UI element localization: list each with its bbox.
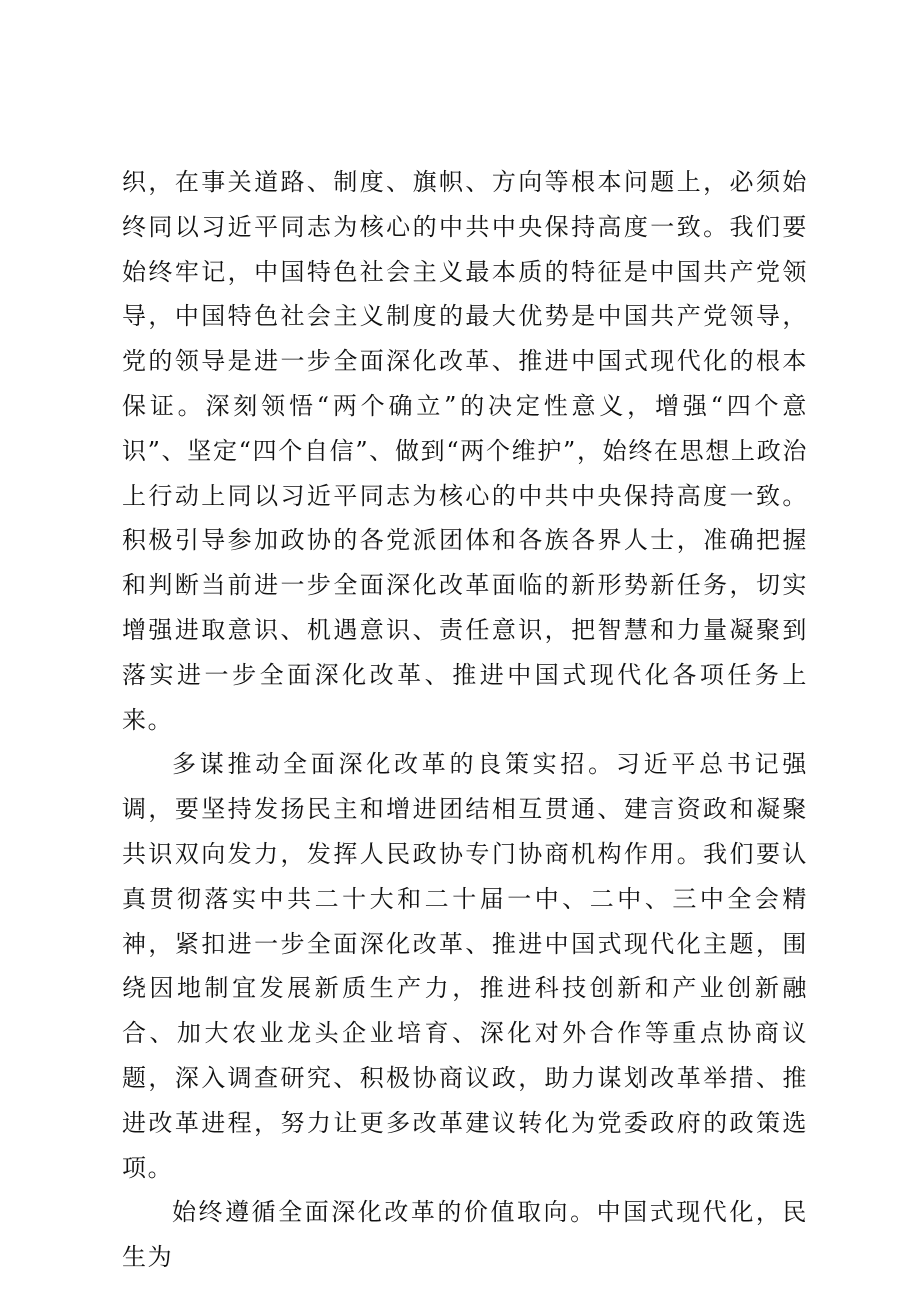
document-body	[122, 160, 808, 1280]
paragraph-value-orientation: 始终遵循全面深化改革的价值取向。中国式现代化，民生为	[122, 1198, 808, 1272]
paragraph-reform-suggestions: 多谋推动全面深化改革的良策实招。习近平总书记强调，要坚持发扬民主和增进团结相互贯通、建言资政和凝聚共识双向发力，发挥人民政协专门协商机构作用。我们要认真贯彻落实中共二十大和二十届一中、二中、三中全会精神，紧扣进一步全面深化改革、推进中国式现代化主题，围绕因地制宜发展新质生产力，推进科技创新和产业创新融合、加大农业龙头企业培育、深化对外合作等重点协商议题，深入调查研究、积极协商议政，助力谋划改革举措、推进改革进程，努力让更多改革建议转化为党委政府的政策选项。	[122, 750, 808, 1182]
paragraph-continued: 织，在事关道路、制度、旗帜、方向等根本问题上，必须始终同以习近平同志为核心的中共中央保持高度一致。我们要始终牢记，中国特色社会主义最本质的特征是中国共产党领导，中国特色社会主义制度的最大优势是中国共产党领导，党的领导是进一步全面深化改革、推进中国式现代化的根本保证。深刻领悟“两个确立”的决定性意义，增强“四个意识”、坚定“四个自信”、做到“两个维护”，始终在思想上政治上行动上同以习近平同志为核心的中共中央保持高度一致。积极引导参加政协的各党派团体和各族各界人士，准确把握和判断当前进一步全面深化改革面临的新形势新任务，切实增强进取意识、机遇意识、责任意识，把智慧和力量凝聚到落实进一步全面深化改革、推进中国式现代化各项任务上来。	[122, 168, 808, 734]
